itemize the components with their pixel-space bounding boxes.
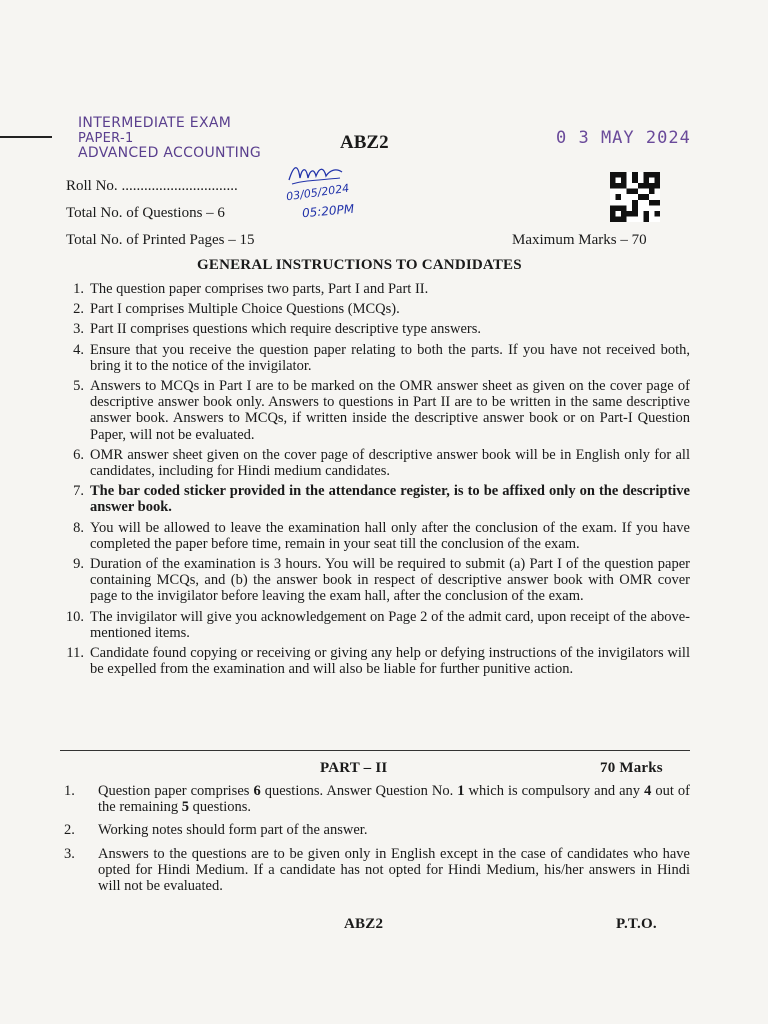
roll-no xyxy=(66,178,238,195)
list-item: 1. Question paper comprises 6 questions. Answer Question No. 1 which is compulsory and any 4 out of the remaining 5 questions. xyxy=(64,783,691,816)
stamp-line2: PAPER-1 xyxy=(78,131,134,146)
list-item: 5. Answers to MCQs in Part I are to be marked on the OMR answer sheet as given on the cover page of descriptive answer book only. Answers to questions in Part II are to be written in the same descriptive answer book. Answers to MCQs, if written inside the descriptive answer book or on Part-I Question Paper, will not be evaluated. xyxy=(73,378,690,443)
list-item: 4. Ensure that you receive the question paper relating to both the parts. If you have not received both, bring it to the notice of the invigilator. xyxy=(73,341,690,374)
stamp-line1: INTERMEDIATE EXAM xyxy=(78,115,232,131)
margin-mark xyxy=(0,136,52,138)
list-item: 8. You will be allowed to leave the examination hall only after the conclusion of the exam. If you have completed the paper before time, remain in your seat till the conclusion of the exam. xyxy=(73,519,690,552)
max-marks: Maximum Marks – 70 xyxy=(512,232,647,248)
stamp-line3: ADVANCED ACCOUNTING xyxy=(78,145,262,161)
list-item: 7. The bar coded sticker provided in the attendance register, is to be affixed only on the descriptive answer book. xyxy=(73,483,690,516)
footer-code: ABZ2 xyxy=(344,916,384,932)
list-item: 9. Duration of the examination is 3 hours. You will be required to submit (a) Part I of the question paper containing MCQs, and (b) the answer book in respect of descriptive answer book with OMR cover page to the invigilator before leaving the exam hall, after the conclusion of the exam. xyxy=(73,556,690,605)
list-item: 6. OMR answer sheet given on the cover page of descriptive answer book will be in English only for all candidates, including for Hindi medium candidates. xyxy=(73,446,690,480)
list-item: 11. Candidate found copying or receiving or giving any help or defying instructions of the invigilators will be expelled from the examination and will also be liable for further punitive action. xyxy=(66,645,690,678)
handwritten-date: 03/05/2024 xyxy=(285,181,351,204)
paper-code: ABZ2 xyxy=(340,132,389,153)
exam-stamp xyxy=(78,116,261,161)
list-item: 2. Part I comprises Multiple Choice Questions (MCQs). xyxy=(73,301,400,318)
section-divider xyxy=(60,750,690,751)
general-instructions-list xyxy=(56,281,690,677)
general-instructions-title: GENERAL INSTRUCTIONS TO CANDIDATES xyxy=(197,257,522,273)
list-item: 1. The question paper comprises two parts, Part I and Part II. xyxy=(73,281,429,297)
part2-title: PART – II xyxy=(320,760,388,776)
part2-marks: 70 Marks xyxy=(600,760,663,776)
handwritten-time: 05:20PM xyxy=(301,201,355,221)
qr-code xyxy=(608,172,662,222)
printed-pages: Total No. of Printed Pages – 15 xyxy=(66,232,255,248)
footer-pto: P.T.O. xyxy=(616,916,657,932)
part2-list xyxy=(56,783,690,894)
list-item: 10. The invigilator will give you acknowledgement on Page 2 of the admit card, upon receipt of the above-mentioned items. xyxy=(65,608,690,641)
total-questions: Total No. of Questions – 6 xyxy=(66,205,225,221)
list-item: 2. Working notes should form part of the answer. xyxy=(64,822,368,839)
roll-no-dots: ............................... xyxy=(121,178,238,194)
roll-no-label: Roll No. xyxy=(66,178,118,194)
list-item: 3. Part II comprises questions which require descriptive type answers. xyxy=(73,321,481,338)
date-stamp: 0 3 MAY 2024 xyxy=(556,128,691,148)
list-item: 3. Answers to the questions are to be given only in English except in the case of candidates who have opted for Hindi Medium. If a candidate has not opted for Hindi Medium, his/her answers in Hindi will not be evaluated. xyxy=(64,845,690,895)
